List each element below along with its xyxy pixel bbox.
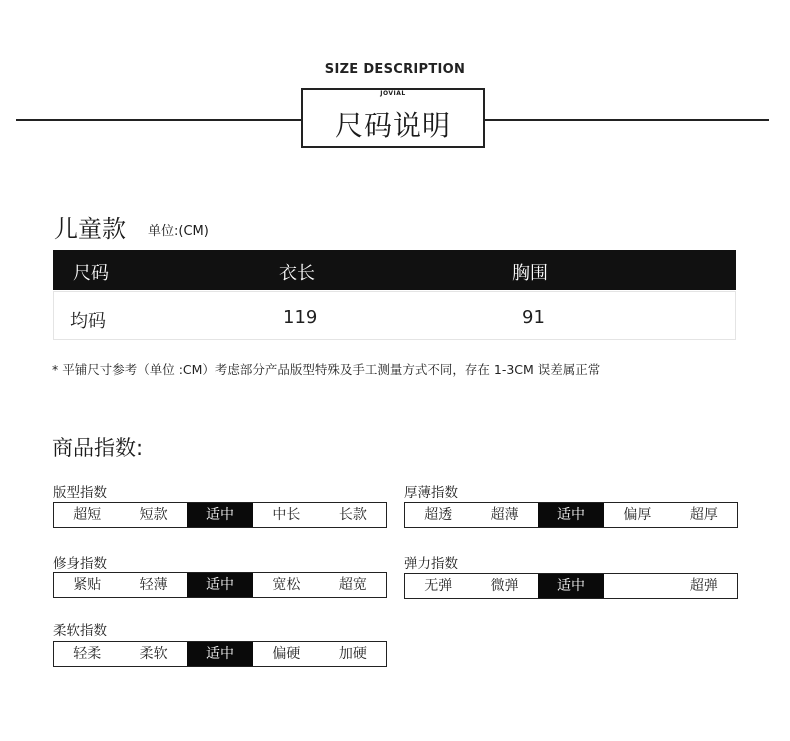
index-label-softness: 柔软指数 xyxy=(53,623,107,639)
size-table-unit: 单位:(CM) xyxy=(148,224,209,239)
index-option: 短款 xyxy=(139,507,168,523)
index-label-fit-style: 版型指数 xyxy=(53,485,107,501)
table-row xyxy=(53,291,736,340)
index-option: 中长 xyxy=(272,507,301,523)
index-option-selected: 适中 xyxy=(538,574,604,598)
index-option-selected: 适中 xyxy=(187,503,253,527)
index-option: 柔软 xyxy=(139,646,168,662)
brand-label: JOVIAL xyxy=(380,90,406,97)
index-scale-fit-style xyxy=(53,502,387,528)
index-option: 宽松 xyxy=(272,577,301,593)
index-option: 超厚 xyxy=(689,507,718,523)
index-option: 微弹 xyxy=(490,578,519,594)
title-box xyxy=(301,88,485,148)
indices-title: 商品指数: xyxy=(52,436,144,460)
index-option: 轻柔 xyxy=(73,646,102,662)
index-option: 紧贴 xyxy=(73,577,102,593)
page-title: 尺码说明 xyxy=(334,109,451,142)
index-option-selected: 适中 xyxy=(187,573,253,597)
index-label-elasticity: 弹力指数 xyxy=(404,556,458,572)
index-option: 长款 xyxy=(338,507,367,523)
index-label-slimness: 修身指数 xyxy=(53,556,107,572)
size-table-title: 儿童款 xyxy=(54,215,126,243)
column-header-length: 衣长 xyxy=(279,263,315,284)
header-rule-right xyxy=(484,119,769,121)
index-option xyxy=(604,574,670,598)
index-option-selected: 适中 xyxy=(187,642,253,666)
index-option-selected: 适中 xyxy=(538,503,604,527)
index-option: 超短 xyxy=(73,507,102,523)
index-option: 超透 xyxy=(424,507,453,523)
index-option: 轻薄 xyxy=(139,577,168,593)
index-option: 偏厚 xyxy=(623,507,652,523)
index-option: 超薄 xyxy=(490,507,519,523)
index-scale-elasticity xyxy=(404,573,738,599)
cell-chest: 91 xyxy=(522,307,545,328)
index-option: 超弹 xyxy=(689,578,718,594)
column-header-chest: 胸围 xyxy=(512,263,548,284)
index-option: 加硬 xyxy=(338,646,367,662)
index-scale-softness xyxy=(53,641,387,667)
index-option: 偏硬 xyxy=(272,646,301,662)
cell-length: 119 xyxy=(283,307,318,328)
header-rule-left xyxy=(16,119,302,121)
index-option: 超宽 xyxy=(338,577,367,593)
cell-size: 均码 xyxy=(70,311,106,332)
index-scale-thickness xyxy=(404,502,738,528)
measurement-note: * 平铺尺寸参考（单位 :CM）考虑部分产品版型特殊及手工测量方式不同，存在 1-3CM 误差属正常 xyxy=(52,362,601,377)
column-header-size: 尺码 xyxy=(73,263,109,284)
index-option: 无弹 xyxy=(424,578,453,594)
size-table-header xyxy=(53,250,736,290)
english-title: SIZE DESCRIPTION xyxy=(324,62,466,77)
index-label-thickness: 厚薄指数 xyxy=(404,485,458,501)
index-scale-slimness xyxy=(53,572,387,598)
